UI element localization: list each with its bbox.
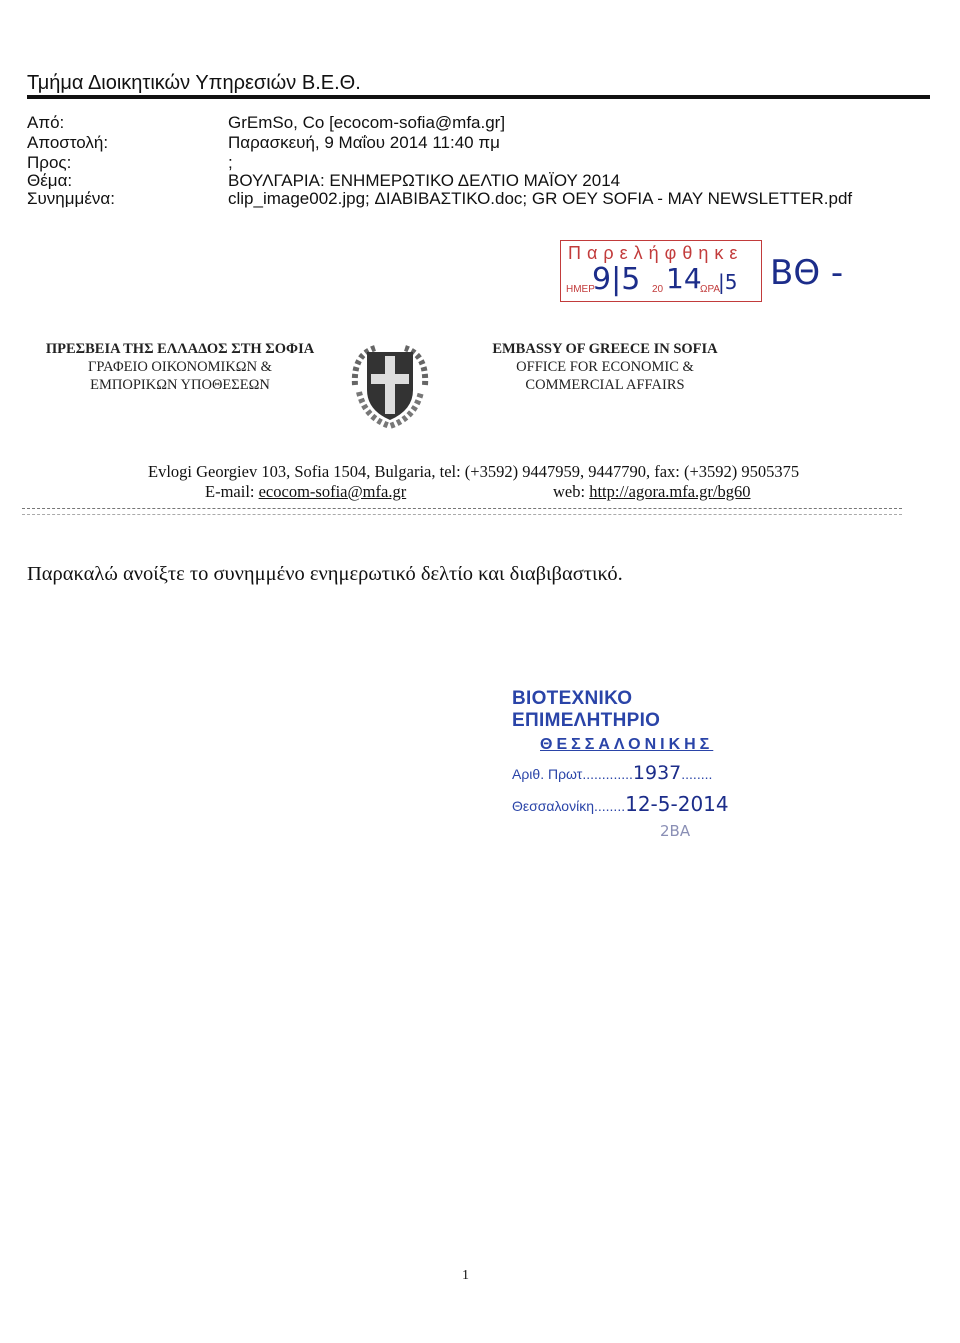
from-value: GrEmSo, Co [ecocom-sofia@mfa.gr] bbox=[228, 113, 506, 132]
attachments-value: clip_image002.jpg; ΔΙΑΒΙΒΑΣΤΙΚΟ.doc; GR OEY SOFIA - MAY NEWSLETTER.pdf bbox=[228, 189, 853, 208]
stamp-year-label: 20 bbox=[652, 284, 664, 295]
protocol-label: Αριθ. Πρωτ. bbox=[512, 766, 587, 782]
subject-label: Θέμα: bbox=[27, 171, 73, 190]
attachments-label: Συνημμένα: bbox=[27, 189, 115, 208]
sent-label: Αποστολή: bbox=[27, 133, 109, 152]
stamp-day-value: 9|5 bbox=[592, 262, 641, 297]
letterhead-web bbox=[553, 482, 751, 502]
letterhead-english bbox=[455, 340, 755, 394]
divider-line bbox=[22, 514, 902, 515]
english-line-3: COMMERCIAL AFFAIRS bbox=[525, 377, 685, 393]
to-value: ; bbox=[228, 153, 233, 172]
subject-value: ΒΟΥΛΓΑΡΙΑ: ΕΝΗΜΕΡΩΤΙΚΟ ΔΕΛΤΙΟ ΜΑΪΟΥ 2014 bbox=[228, 171, 621, 190]
received-stamp-word: Παρελήφθηκε bbox=[568, 243, 744, 263]
letterhead-email bbox=[205, 482, 406, 502]
web-link[interactable]: http://agora.mfa.gr/bg60 bbox=[589, 482, 751, 501]
from-label: Από: bbox=[27, 113, 65, 132]
to-label: Προς: bbox=[27, 153, 72, 172]
greek-line-3: ΕΜΠΟΡΙΚΩΝ ΥΠΟΘΕΣΕΩΝ bbox=[90, 377, 270, 393]
protocol-value: 1937 bbox=[632, 762, 682, 784]
chamber-stamp bbox=[512, 688, 772, 840]
sent-value: Παρασκευή, 9 Μαΐου 2014 11:40 πμ bbox=[228, 133, 500, 152]
web-label: web: bbox=[553, 482, 586, 501]
chamber-name: ΒΙΟΤΕΧΝΙΚΟ ΕΠΙΜΕΛΗΤΗΡΙΟ bbox=[512, 688, 661, 731]
document-title: Τμήμα Διοικητικών Υπηρεσιών Β.Ε.Θ. bbox=[27, 72, 361, 94]
email-link[interactable]: ecocom-sofia@mfa.gr bbox=[258, 482, 407, 501]
place-label: Θεσσαλονίκη bbox=[512, 798, 594, 814]
greek-line-2: ΓΡΑΦΕΙΟ ΟΙΚΟΝΟΜΙΚΩΝ & bbox=[88, 359, 272, 375]
letterhead-address: Evlogi Georgiev 103, Sofia 1504, Bulgaria, tel: (+3592) 9447959, 9447790, fax: (+3592) 9505375 bbox=[148, 462, 800, 481]
date-value: 12-5-2014 bbox=[625, 792, 729, 816]
title-rule bbox=[27, 95, 930, 99]
letterhead-greek bbox=[30, 340, 330, 394]
coat-of-arms-icon bbox=[345, 330, 435, 430]
greek-line-1: ΠΡΕΣΒΕΙΑ ΤΗΣ ΕΛΛΑΔΟΣ ΣΤΗ ΣΟΦΙΑ bbox=[45, 341, 315, 357]
chamber-city: ΘΕΣΣΑΛΟΝΙΚΗΣ bbox=[540, 736, 714, 753]
stamp-year-value: 14 bbox=[666, 262, 702, 295]
page-number: 1 bbox=[462, 1268, 469, 1283]
stamp-note: 2ΒΑ bbox=[660, 822, 691, 840]
date-row: Θεσσαλονίκη........12-5-2014 bbox=[512, 792, 729, 816]
body-message: Παρακαλώ ανοίξτε το συνημμένο ενημερωτικό δελτίο και διαβιβαστικό. bbox=[27, 563, 623, 585]
divider-line bbox=[22, 508, 902, 509]
english-line-2: OFFICE FOR ECONOMIC & bbox=[516, 359, 694, 375]
stamp-time-value: |5 bbox=[718, 270, 738, 294]
stamp-day-label: ΗΜΕΡ bbox=[566, 284, 595, 295]
handwritten-note: ΒΘ - bbox=[770, 253, 844, 293]
stamp-time-label: ΩΡΑ bbox=[700, 284, 721, 295]
email-label: E-mail: bbox=[205, 482, 255, 501]
protocol-row: Αριθ. Πρωτ.............1937........ bbox=[512, 762, 713, 784]
english-line-1: EMBASSY OF GREECE IN SOFIA bbox=[492, 341, 718, 357]
